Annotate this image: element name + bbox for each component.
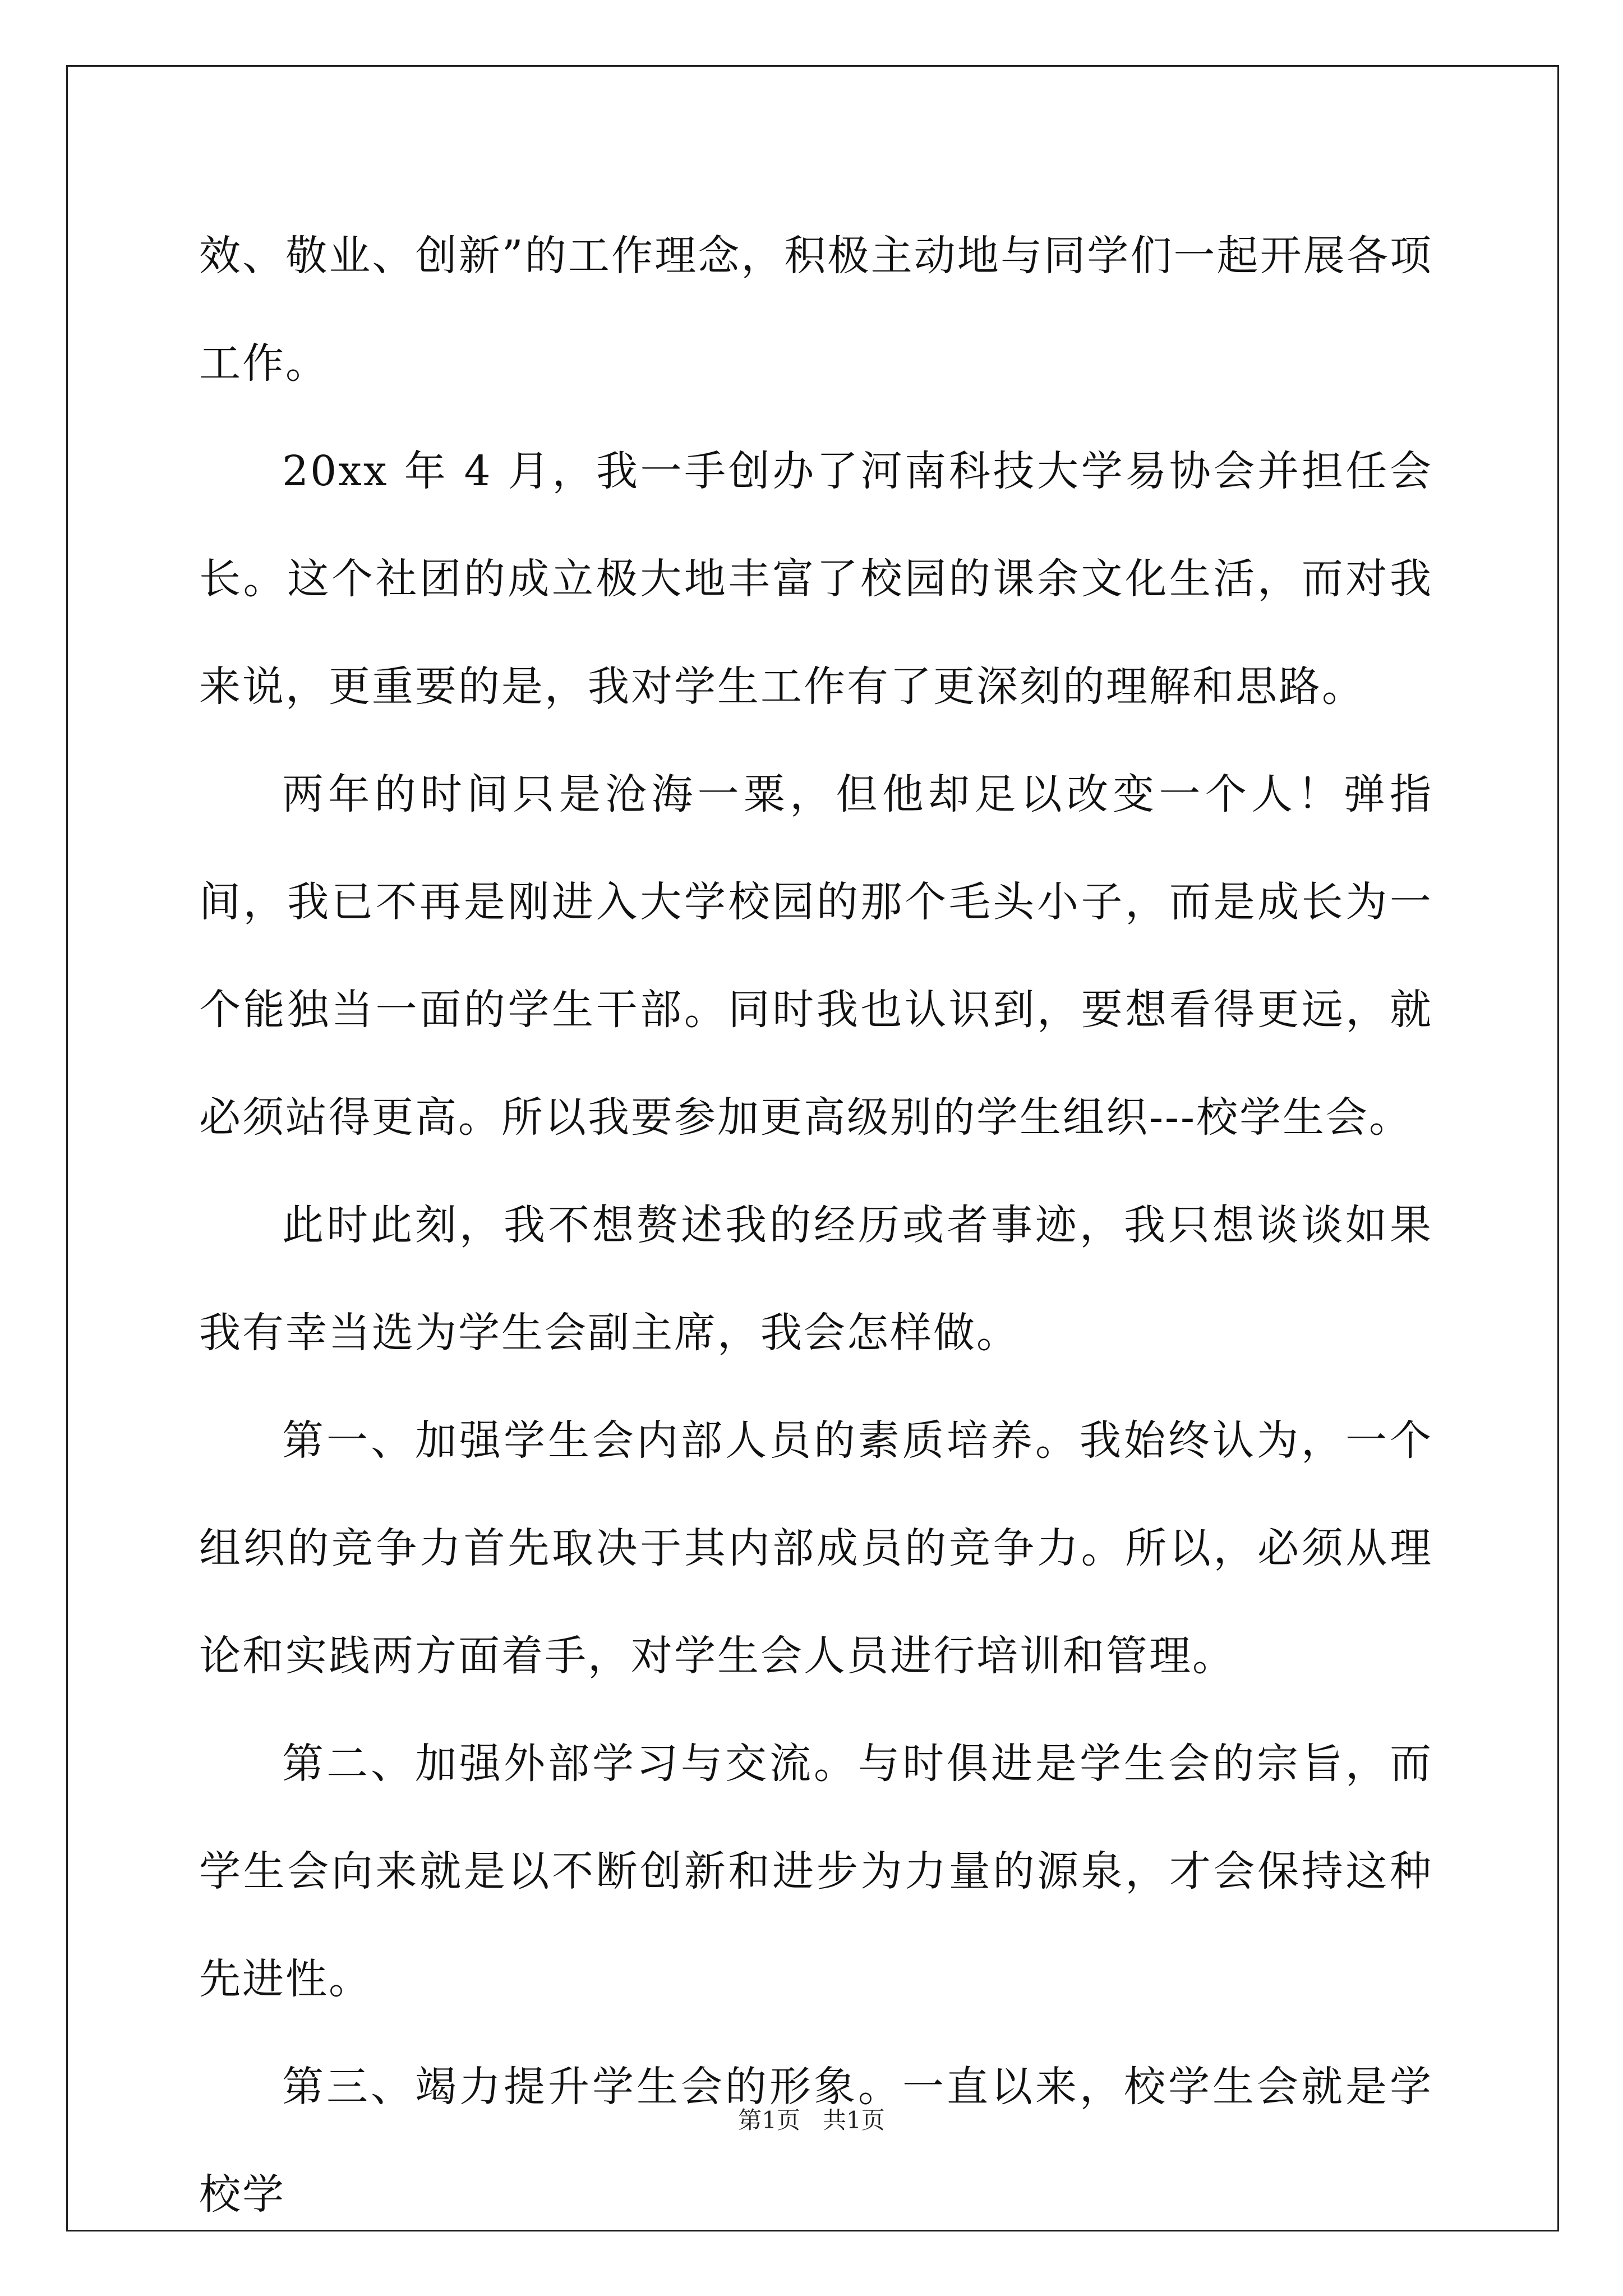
page-number-current: 第1页 bbox=[738, 2106, 800, 2134]
paragraph-2: 20xx 年 4 月，我一手创办了河南科技大学易协会并担任会长。这个社团的成立极大地丰富了校园的课余文化生活，而对我来说，更重要的是，我对学生工作有了更深刻的理解和思路。 bbox=[199, 447, 1433, 711]
page-footer bbox=[0, 2104, 1623, 2137]
paragraph-1: 效、敬业、创新”的工作理念，积极主动地与同学们一起开展各项工作。 bbox=[199, 232, 1433, 388]
paragraph-5: 第一、加强学生会内部人员的素质培养。我始终认为，一个组织的竞争力首先取决于其内部成员的竞争力。所以，必须从理论和实践两方面着手，对学生会人员进行培训和管理。 bbox=[199, 1416, 1433, 1680]
page-number-total: 共1页 bbox=[823, 2106, 885, 2134]
paragraph-4: 此时此刻，我不想赘述我的经历或者事迹，我只想谈谈如果我有幸当选为学生会副主席，我会怎样做。 bbox=[199, 1201, 1433, 1357]
paragraph-3: 两年的时间只是沧海一粟，但他却足以改变一个人！弹指间，我已不再是刚进入大学校园的那个毛头小子，而是成长为一个能独当一面的学生干部。同时我也认识到，要想看得更远，就必须站得更高。所以我要参加更高级别的学生组织---校学生会。 bbox=[199, 770, 1433, 1142]
paragraph-7: 第三、竭力提升学生会的形象。一直以来，校学生会就是学校学 bbox=[199, 2063, 1433, 2219]
paragraph-6: 第二、加强外部学习与交流。与时俱进是学生会的宗旨，而学生会向来就是以不断创新和进步为力量的源泉，才会保持这种先进性。 bbox=[199, 1740, 1433, 2003]
document-body bbox=[199, 202, 1433, 2248]
